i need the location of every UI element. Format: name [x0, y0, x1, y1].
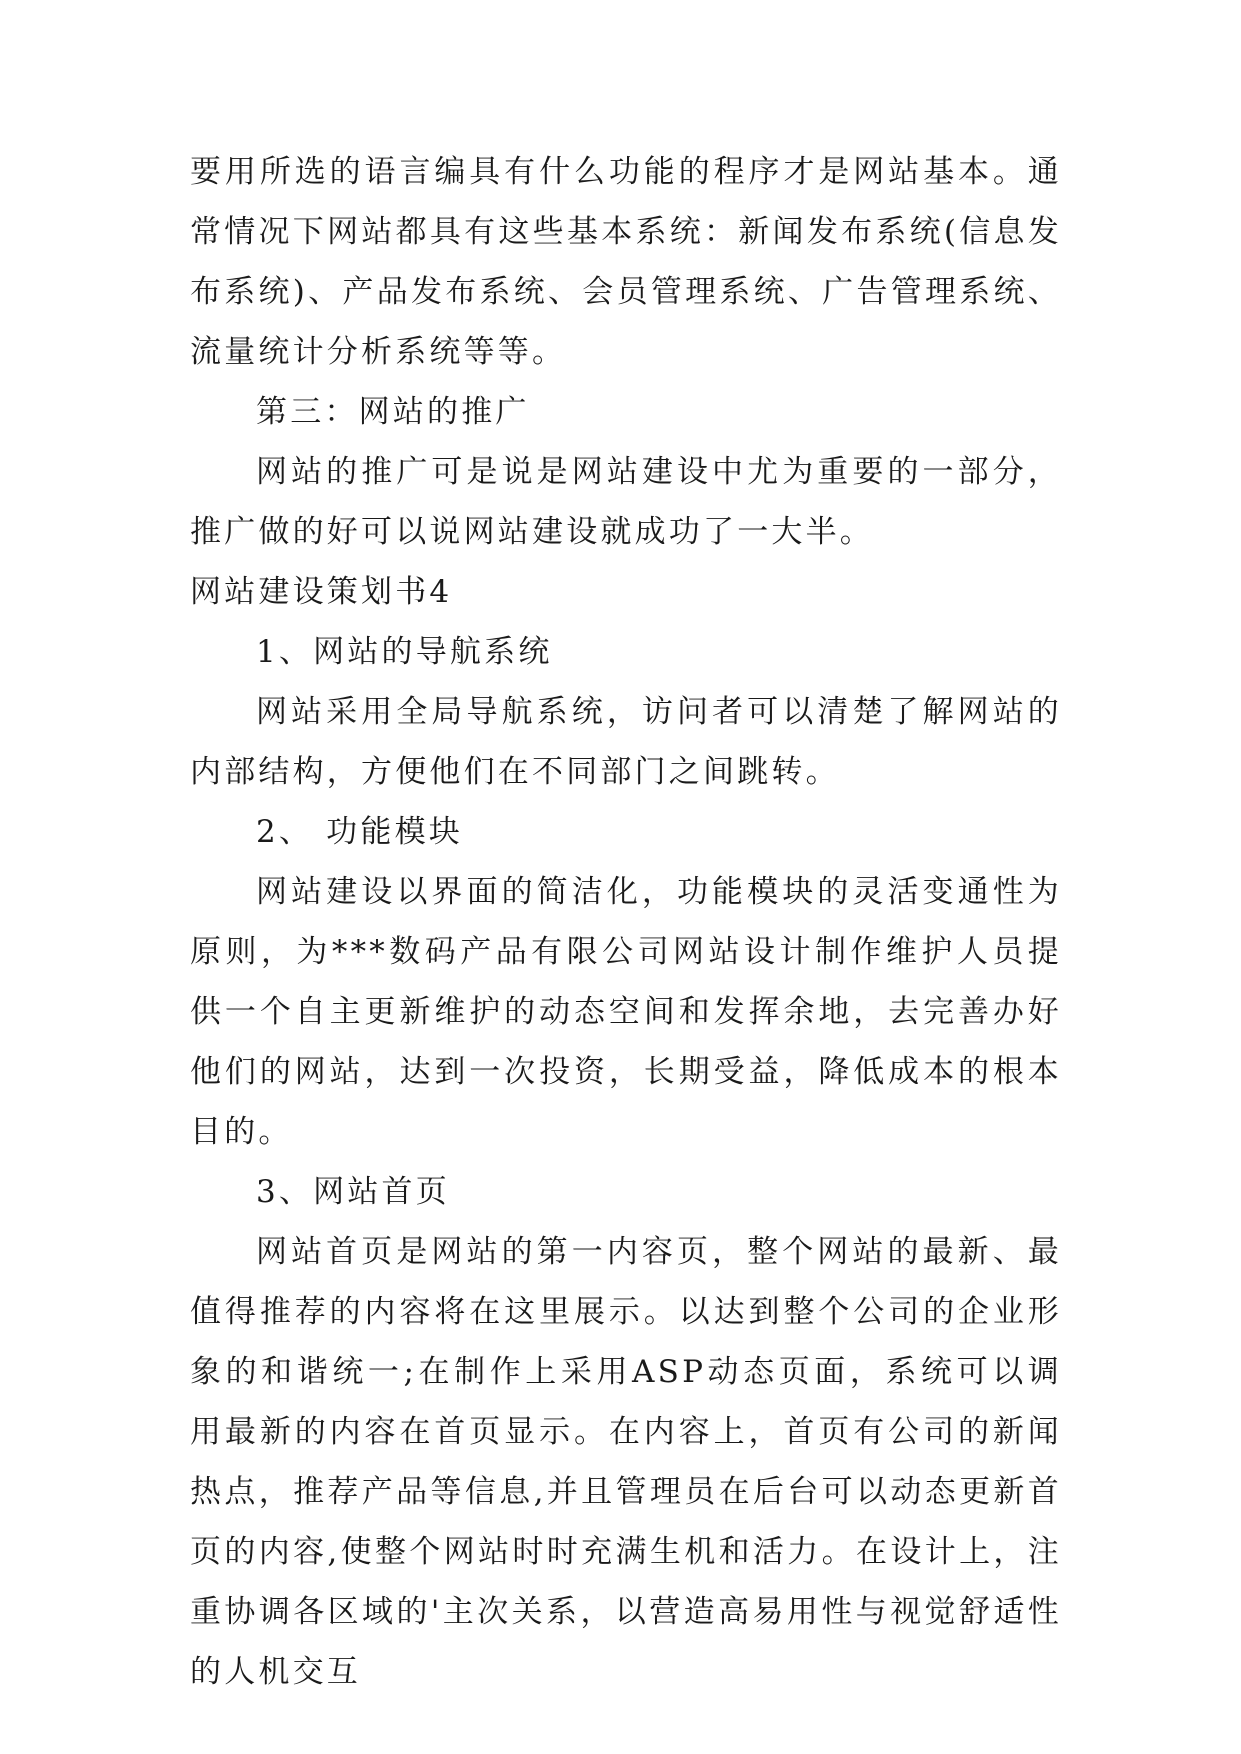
section-heading: 3、网站首页 [256, 1174, 450, 1210]
body-paragraph: 网站首页是网站的第一内容页，整个网站的最新、最值得推荐的内容将在这里展示。以达到整个公司的企业形象的和谐统一;在制作上采用ASP动态页面，系统可以调用最新的内容在首页显示。在内容上，首页有公司的新闻热点，推荐产品等信息,并且管理员在后台可以动态更新首页的内容,使整个网站时时充满生机和活力。在设计上，注重协调各区域的'主次关系，以营造高易用性与视觉舒适性的人机交互 [190, 1234, 1062, 1690]
body-paragraph: 网站建设以界面的简洁化，功能模块的灵活变通性为原则，为***数码产品有限公司网站设计制作维护人员提供一个自主更新维护的动态空间和发挥余地，去完善办好他们的网站，达到一次投资，长期受益，降低成本的根本目的。 [190, 874, 1062, 1150]
section-heading: 1、网站的导航系统 [256, 634, 553, 670]
document-page [190, 142, 1062, 1702]
body-paragraph: 要用所选的语言编具有什么功能的程序才是网站基本。通常情况下网站都具有这些基本系统：新闻发布系统(信息发布系统)、产品发布系统、会员管理系统、广告管理系统、流量统计分析系统等等。 [190, 154, 1062, 370]
section-heading: 2、 功能模块 [256, 814, 463, 850]
body-paragraph: 网站的推广可是说是网站建设中尤为重要的一部分，推广做的好可以说网站建设就成功了一大半。 [190, 454, 1062, 550]
document-title: 网站建设策划书4 [190, 574, 453, 610]
body-paragraph: 网站采用全局导航系统，访问者可以清楚了解网站的内部结构，方便他们在不同部门之间跳转。 [190, 694, 1062, 790]
section-heading: 第三：网站的推广 [256, 394, 530, 430]
